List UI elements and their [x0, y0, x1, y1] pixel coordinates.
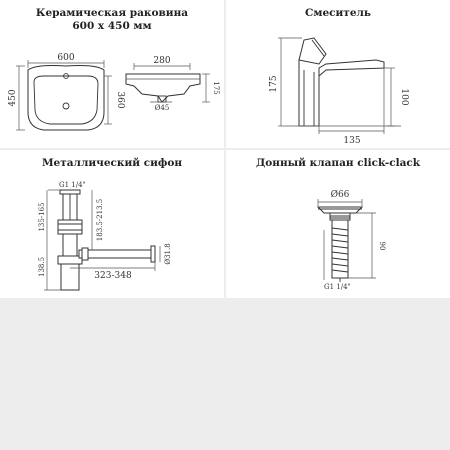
sink-hole-label: Ø45 — [154, 104, 170, 112]
faucet-reach-label: 135 — [343, 136, 361, 146]
sink-height-label: 360 — [115, 91, 125, 109]
siphon-body — [38, 181, 172, 290]
valve-diameter-label: Ø66 — [330, 190, 350, 200]
sink-side-height-label: 175 — [212, 81, 220, 95]
sink-width-label: 600 — [57, 53, 75, 63]
sink-drawing — [0, 0, 224, 148]
faucet-title: Смеситель — [304, 7, 372, 19]
faucet-body — [269, 38, 409, 146]
faucet-spout-height-label: 100 — [399, 88, 409, 106]
faucet-drawing — [226, 0, 450, 148]
siphon-lower-label: 138.5 — [38, 256, 46, 278]
sink-side-width-label: 280 — [153, 56, 171, 66]
valve-drawing — [226, 150, 450, 298]
panel-faucet — [226, 0, 450, 148]
faucet-height-label: 175 — [269, 75, 279, 93]
siphon-drawing — [0, 150, 224, 298]
valve-height-label: 90 — [378, 241, 386, 251]
sink-subtitle: 600 х 450 мм — [72, 20, 152, 32]
siphon-thread-label: G1 1/4" — [59, 181, 86, 189]
siphon-length-label: 323-348 — [94, 271, 132, 281]
sink-side-view — [126, 56, 220, 112]
sink-title: Керамическая раковина — [35, 7, 189, 19]
siphon-title: Металлический сифон — [41, 157, 183, 169]
panel-sink — [0, 0, 224, 148]
sink-top-view — [8, 53, 125, 130]
siphon-upper-range-label: 135-165 — [38, 202, 46, 232]
valve-body — [318, 189, 386, 291]
valve-title: Донный клапан click-clack — [255, 157, 421, 169]
siphon-pipe-label: Ø31.8 — [164, 243, 172, 265]
panel-siphon — [0, 150, 224, 298]
panel-drain-valve — [226, 150, 450, 298]
valve-thread-label: G1 1/4" — [324, 283, 351, 291]
sink-depth-label: 450 — [8, 89, 18, 107]
siphon-mid-range-label: 183.5-213.5 — [96, 198, 104, 242]
